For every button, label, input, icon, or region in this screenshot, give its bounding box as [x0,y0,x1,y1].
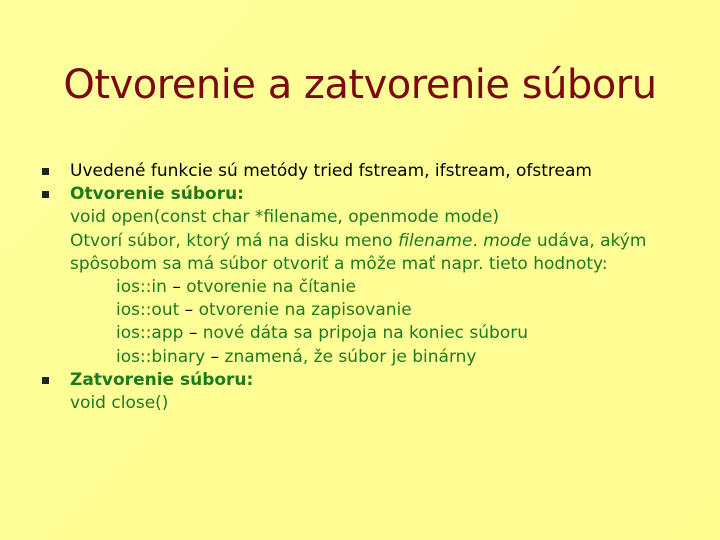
bullet-item-classes [38,160,698,183]
bullet-item-close [38,369,698,415]
bullet-item-open [38,183,698,369]
square-bullet-icon [42,377,49,384]
mode-ios-in: ios::in – otvorenie na čítanie [116,277,356,298]
open-signature: void open(const char *filename, openmode mode) [70,207,500,228]
filename-param: filename [398,230,473,251]
classes-text: Uvedené funkcie sú metódy tried fstream, ifstream, ofstream [70,161,592,181]
mode-ios-out: ios::out – otvorenie na zapisovanie [116,300,412,321]
open-description-line2: spôsobom sa má súbor otvoriť a môže mať napr. tieto hodnoty: [70,253,608,274]
mode-param: mode [483,230,532,251]
mode-ios-binary: ios::binary – znamená, že súbor je binárny [116,346,477,367]
square-bullet-icon [42,191,49,198]
slide-title: Otvorenie a zatvorenie súboru [63,62,657,108]
close-signature: void close() [70,393,169,414]
square-bullet-icon [42,168,49,175]
close-heading: Zatvorenie súboru: [70,369,254,390]
open-heading: Otvorenie súboru: [70,184,244,205]
mode-ios-app: ios::app – nové dáta sa pripoja na koniec súboru [116,323,528,344]
slide-content [38,160,698,415]
open-description-line1: Otvorí súbor, ktorý má na disku meno filename. mode udáva, akým [70,230,647,251]
